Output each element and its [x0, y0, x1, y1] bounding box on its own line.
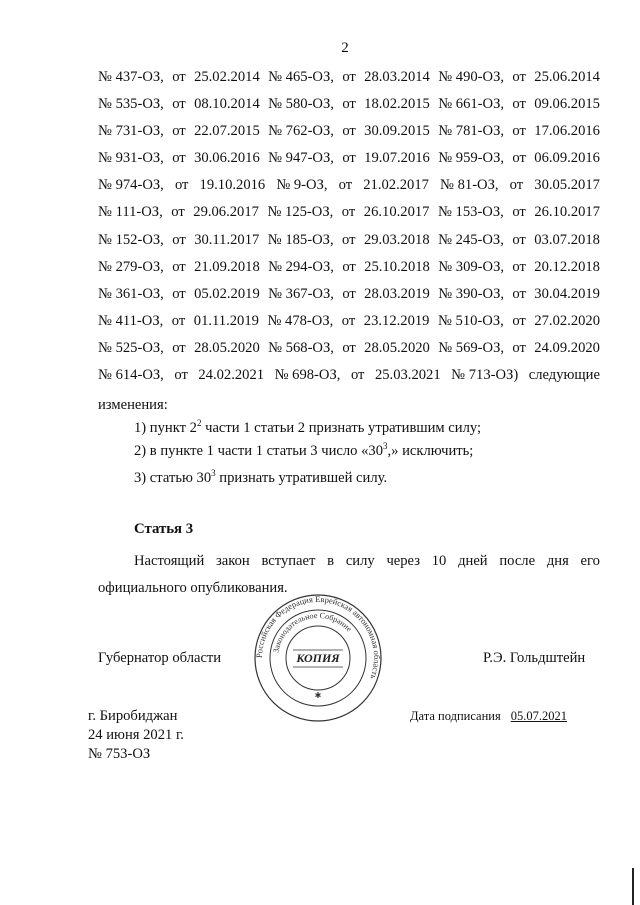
reference-token: от [342, 96, 356, 113]
reference-token: № 437-ОЗ, [98, 69, 164, 85]
reference-token: 26.10.2017 [534, 204, 600, 221]
reference-token: 30.11.2017 [194, 231, 260, 248]
article-heading: Статья 3 [134, 521, 194, 537]
reference-token: № 661-ОЗ, [438, 96, 505, 113]
article-word: закон [216, 553, 250, 569]
change-item-1 [134, 420, 481, 437]
governor-title: Губернатор области [98, 650, 222, 666]
reference-line [98, 199, 600, 226]
reference-token: 28.05.2020 [364, 339, 430, 356]
reference-token: № 294-ОЗ, [268, 258, 334, 275]
reference-token: от [342, 123, 356, 140]
reference-token: 22.07.2015 [194, 123, 260, 140]
reference-token: от [172, 258, 186, 275]
reference-token: № 525-ОЗ, [98, 339, 164, 356]
change-item-1-rest: части 1 статьи 2 признать утратившим силу; [201, 420, 482, 436]
reference-token: № 510-ОЗ, [437, 312, 504, 329]
reference-line [98, 254, 600, 281]
change-item-1-text: 1) пункт 2 [134, 420, 197, 436]
article-word: дней [458, 553, 488, 569]
reference-token: 24.02.2021 [198, 367, 265, 384]
article-word: Настоящий [134, 553, 205, 569]
reference-token: от [171, 204, 185, 221]
change-item-3-sup: 3 [211, 468, 216, 479]
reference-token: № 125-ОЗ, [267, 204, 334, 221]
reference-token: 18.02.2015 [364, 96, 430, 113]
reference-token: от [172, 285, 186, 302]
article-word: 10 [431, 553, 447, 569]
reference-token: № 185-ОЗ, [267, 231, 334, 248]
reference-token: № 762-ОЗ, [268, 123, 334, 140]
reference-token: от [172, 150, 186, 167]
change-item-2 [134, 443, 473, 460]
reference-token: 25.06.2014 [534, 69, 600, 85]
article-word: вступает [261, 553, 316, 569]
official-stamp [253, 593, 383, 723]
reference-line [98, 172, 600, 199]
reference-token: № 361-ОЗ, [98, 285, 164, 302]
reference-token: от [341, 312, 356, 329]
reference-token: № 698-ОЗ, [274, 367, 341, 384]
page-number: 2 [341, 40, 349, 56]
reference-token: от [172, 69, 186, 85]
reference-token: № 478-ОЗ, [267, 312, 334, 329]
reference-token: от [172, 96, 186, 113]
reference-token: № 535-ОЗ, [98, 96, 164, 113]
reference-token: № 152-ОЗ, [98, 231, 164, 248]
adoption-date: 24 июня 2021 г. [88, 727, 184, 743]
reference-token: № 411-ОЗ, [98, 312, 164, 329]
law-number: № 753-ОЗ [88, 746, 151, 762]
reference-token: от [341, 204, 356, 221]
reference-token: № 731-ОЗ, [98, 123, 164, 140]
change-item-2-text: 2) в пункте 1 части 1 статьи 3 число «30 [134, 443, 383, 459]
stamp-center-text: КОПИЯ [296, 651, 340, 665]
reference-token: от [350, 367, 365, 384]
reference-token: № 569-ОЗ, [438, 339, 505, 356]
reference-token: 08.10.2014 [194, 96, 260, 113]
reference-token: 30.06.2016 [194, 150, 260, 167]
reference-token: 24.09.2020 [534, 339, 600, 356]
reference-token: № 580-ОЗ, [268, 96, 334, 113]
reference-token: от [509, 177, 524, 194]
reference-token: 30.04.2019 [534, 285, 600, 302]
reference-token: № 279-ОЗ, [98, 258, 164, 275]
reference-line [98, 308, 600, 335]
reference-token: 28.03.2014 [364, 69, 430, 85]
law-references [98, 64, 600, 389]
reference-token: от [512, 204, 526, 221]
reference-token: от [338, 177, 353, 194]
reference-token: от [512, 231, 526, 248]
reference-token: от [512, 69, 526, 85]
reference-token: 03.07.2018 [534, 231, 600, 248]
reference-token: № 390-ОЗ, [438, 285, 505, 302]
reference-token: от [172, 123, 186, 140]
reference-token: 30.05.2017 [534, 177, 600, 194]
reference-token: № 465-ОЗ, [268, 69, 334, 85]
stamp-star-icon: ✱ [314, 691, 322, 700]
reference-token: 29.06.2017 [193, 204, 259, 221]
reference-token: от [342, 339, 356, 356]
reference-token: от [512, 258, 526, 275]
reference-token: от [171, 312, 186, 329]
changes-label: изменения: [98, 397, 168, 413]
article-word: силу [345, 553, 375, 569]
reference-token: 27.02.2020 [534, 312, 600, 329]
reference-token: 25.03.2021 [374, 367, 441, 384]
reference-token: № 959-ОЗ, [438, 150, 505, 167]
reference-token: от [342, 285, 356, 302]
reference-token: от [512, 150, 526, 167]
reference-line [98, 118, 600, 145]
article-word: дня [546, 553, 569, 569]
change-item-2-rest: ,» исключить; [387, 443, 474, 459]
reference-token: № 309-ОЗ, [438, 258, 505, 275]
reference-token: № 490-ОЗ, [438, 69, 505, 85]
signing-date-label: Дата подписания [410, 709, 501, 723]
reference-token: 23.12.2019 [363, 312, 430, 329]
reference-token: от [512, 339, 526, 356]
reference-token: 25.02.2014 [194, 69, 260, 85]
governor-name: Р.Э. Гольдштейн [483, 650, 586, 666]
reference-token: № 245-ОЗ, [438, 231, 504, 248]
reference-token: 28.03.2019 [364, 285, 430, 302]
change-item-3-rest: признать утратившей силу. [215, 470, 388, 486]
article-word: после [499, 553, 536, 569]
reference-token: № 367-ОЗ, [268, 285, 334, 302]
reference-token: 20.12.2018 [534, 258, 600, 275]
article-word: через [386, 553, 420, 569]
reference-token: от [342, 69, 356, 85]
signing-date [410, 709, 567, 724]
reference-token: 05.02.2019 [194, 285, 260, 302]
reference-token: 17.06.2016 [534, 123, 600, 140]
reference-token: 29.03.2018 [363, 231, 430, 248]
reference-token: № 153-ОЗ, [437, 204, 504, 221]
reference-token: № 781-ОЗ, [438, 123, 505, 140]
reference-token: № 568-ОЗ, [268, 339, 334, 356]
reference-token: № 713-ОЗ) [451, 367, 519, 384]
reference-token: № 81-ОЗ, [440, 177, 499, 194]
article-word: в [327, 553, 335, 569]
reference-token: от [172, 231, 186, 248]
reference-token: 28.05.2020 [194, 339, 260, 356]
reference-token: от [512, 285, 526, 302]
reference-line [98, 281, 600, 308]
reference-token: 21.09.2018 [194, 258, 260, 275]
change-item-3-text: 3) статью 30 [134, 470, 212, 486]
reference-line [98, 64, 600, 91]
reference-token: от [512, 312, 526, 329]
reference-line [98, 362, 600, 389]
article-second-line: официального опубликования. [98, 580, 288, 596]
reference-token: 26.10.2017 [363, 204, 430, 221]
article-first-line [98, 548, 600, 575]
reference-token: 19.07.2016 [364, 150, 430, 167]
reference-line [98, 91, 600, 118]
reference-token: № 931-ОЗ, [98, 150, 164, 167]
reference-token: от [342, 258, 356, 275]
reference-token: от [174, 367, 188, 384]
reference-token: 09.06.2015 [534, 96, 600, 113]
change-item-1-sup: 2 [196, 418, 202, 429]
reference-token: № 947-ОЗ, [268, 150, 334, 167]
reference-token: от [174, 177, 189, 194]
reference-line [98, 145, 600, 172]
reference-token: следующие [528, 367, 600, 384]
reference-token: от [512, 96, 526, 113]
change-item-2-sup: 3 [383, 441, 388, 452]
reference-token: 25.10.2018 [364, 258, 430, 275]
reference-token: 21.02.2017 [363, 177, 429, 194]
reference-token: № 9-ОЗ, [276, 177, 328, 194]
stamp-outer-text: Российская Федерация Еврейская автономная область [253, 593, 383, 681]
signing-date-value: 05.07.2021 [510, 709, 567, 723]
reference-token: 19.10.2016 [199, 177, 266, 194]
article-word: его [580, 553, 600, 569]
reference-token: № 974-ОЗ, [98, 177, 164, 194]
reference-line [98, 227, 600, 254]
reference-token: от [512, 123, 526, 140]
reference-token: 06.09.2016 [534, 150, 600, 167]
scan-edge-mark [632, 868, 634, 905]
reference-token: 01.11.2019 [193, 312, 259, 329]
reference-token: от [342, 150, 356, 167]
stamp-inner-text: Законодательное Собрание [271, 610, 354, 654]
city: г. Биробиджан [88, 708, 178, 724]
reference-token: 30.09.2015 [364, 123, 430, 140]
change-item-3 [134, 470, 387, 487]
reference-token: от [172, 339, 186, 356]
reference-token: от [342, 231, 356, 248]
reference-token: № 111-ОЗ, [98, 204, 163, 221]
reference-token: № 614-ОЗ, [98, 367, 164, 384]
reference-line [98, 335, 600, 362]
